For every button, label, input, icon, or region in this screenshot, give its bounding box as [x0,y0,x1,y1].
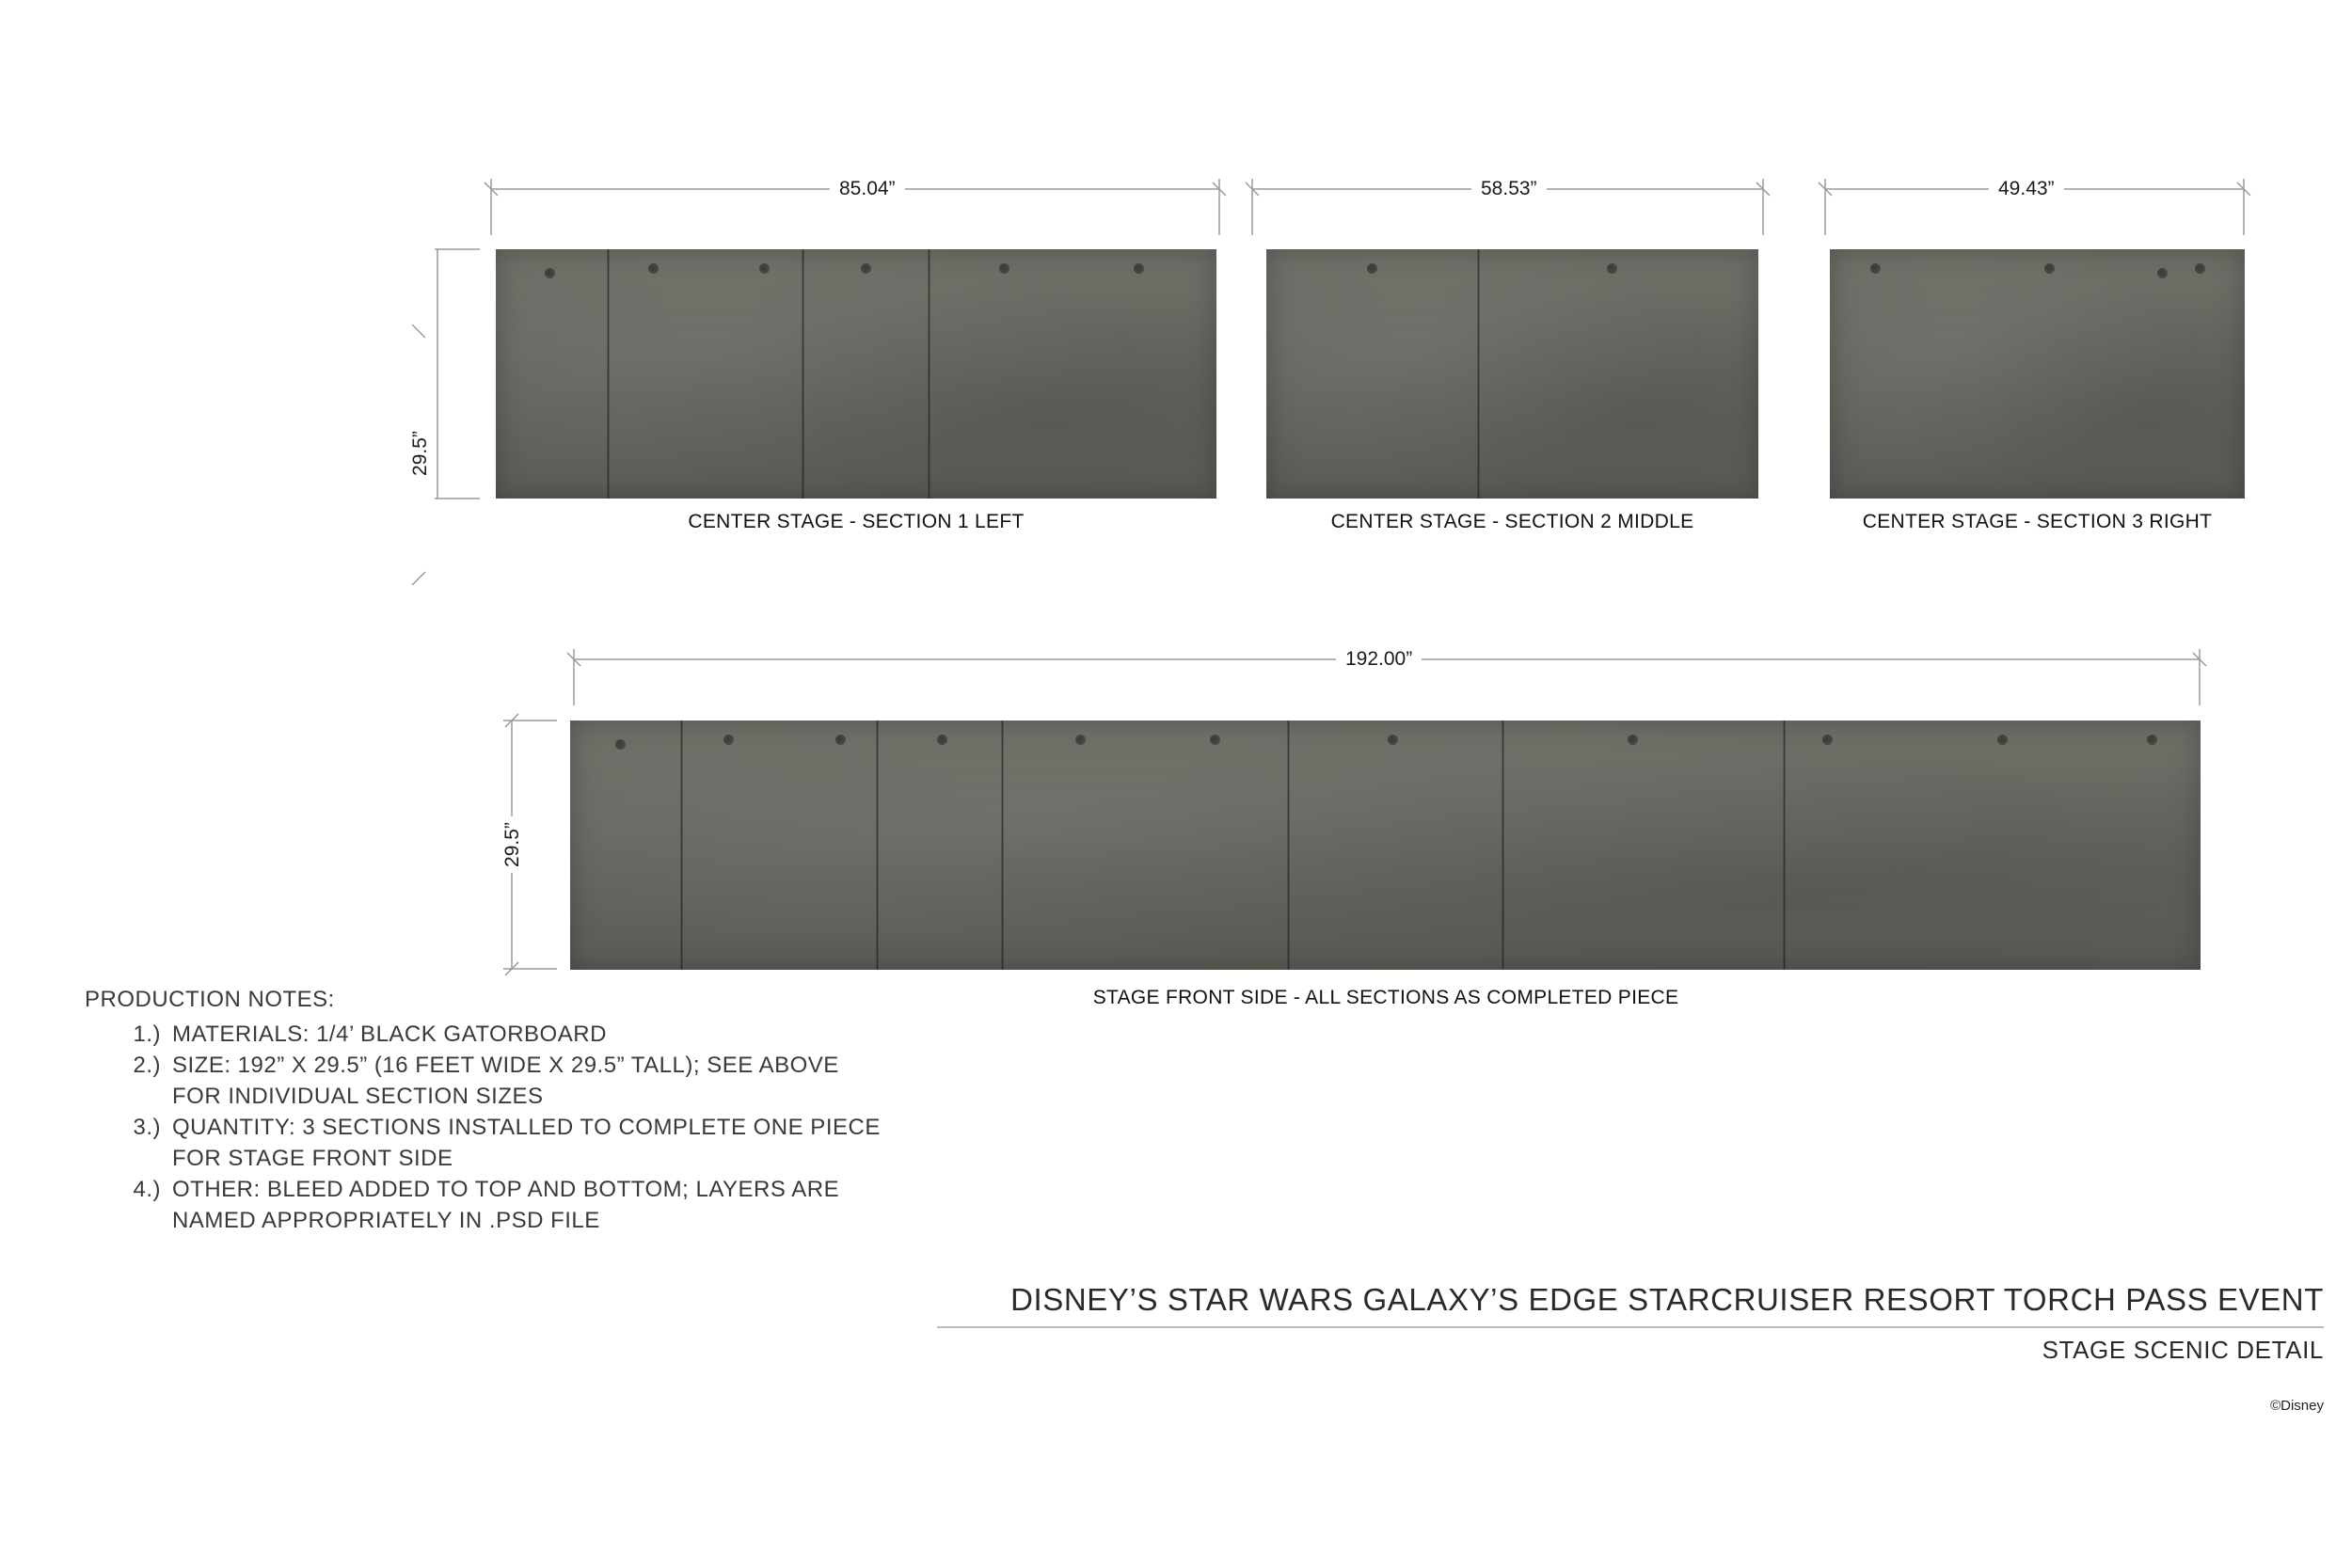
production-notes-list [85,1019,887,1236]
note-number: 4.) [133,1177,161,1202]
note-number: 1.) [133,1022,161,1047]
note-text: OTHER: BLEED ADDED TO TOP AND BOTTOM; LAYERS ARE NAMED APPROPRIATELY IN .PSD FILE [172,1177,840,1233]
note-text: MATERIALS: 1/4’ BLACK GATORBOARD [172,1022,607,1047]
section-3-right-panel [1830,249,2245,499]
title-divider [937,1326,2324,1328]
completed-piece-panel [570,721,2201,970]
note-item [85,1050,887,1112]
section-height-label: 29.5” [409,425,432,482]
section-2-middle-panel [1266,249,1758,499]
section-3-width-label: 49.43” [1989,178,2064,200]
section-2-width-label: 58.53” [1471,178,1547,200]
section-1-left-panel [496,249,1216,499]
drawing-subtitle: STAGE SCENIC DETAIL [2042,1336,2324,1364]
note-text: SIZE: 192” X 29.5” (16 FEET WIDE X 29.5” TALL); SEE ABOVE FOR INDIVIDUAL SECTION SIZES [172,1053,839,1109]
section-1-width-label: 85.04” [830,178,905,200]
copyright-notice: ©Disney [2270,1398,2324,1414]
title-block [1010,1281,2324,1319]
completed-height-label: 29.5” [501,816,524,873]
note-item [85,1174,887,1236]
note-number: 3.) [133,1115,161,1140]
section-3-caption: CENTER STAGE - SECTION 3 RIGHT [1862,511,2213,532]
section-1-caption: CENTER STAGE - SECTION 1 LEFT [688,511,1025,532]
section-2-caption: CENTER STAGE - SECTION 2 MIDDLE [1330,511,1694,532]
completed-width-label: 192.00” [1336,648,1422,671]
drawing-title: DISNEY’S STAR WARS GALAXY’S EDGE STARCRUISER RESORT TORCH PASS EVENT [1010,1282,2324,1317]
production-notes [85,984,887,1236]
completed-caption: STAGE FRONT SIDE - ALL SECTIONS AS COMPLETED PIECE [1092,987,1679,1008]
note-number: 2.) [133,1053,161,1078]
production-notes-title: PRODUCTION NOTES: [85,987,335,1012]
note-item [85,1019,887,1050]
note-item [85,1112,887,1174]
note-text: QUANTITY: 3 SECTIONS INSTALLED TO COMPLETE ONE PIECE FOR STAGE FRONT SIDE [172,1115,881,1171]
